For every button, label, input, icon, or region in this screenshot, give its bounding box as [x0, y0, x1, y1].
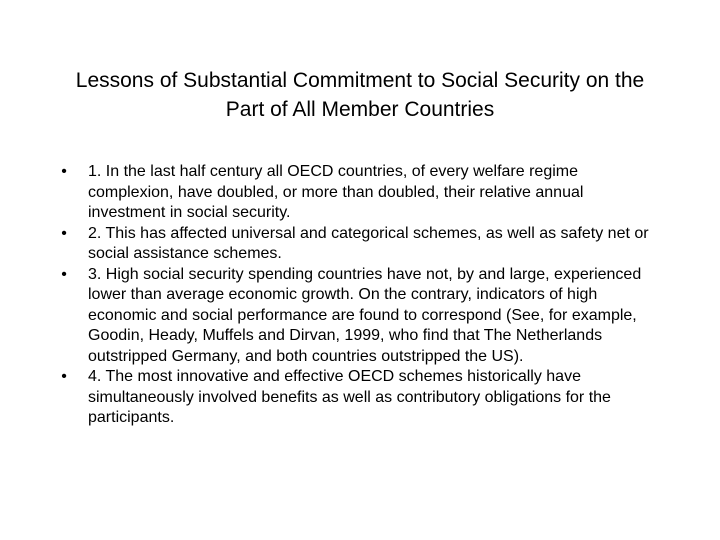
bullet-icon: • [61, 224, 67, 242]
bullet-text: 3. High social security spending countries have not, by and large, experienced lower than average economic growth. On the contrary, indicators of high economic and social performance are found to correspond (See, for example, Goodin, Heady, Muffels and Dirvan, 1999, who find that The Netherlands outstripped Germany, and both countries outstripped the US). [88, 265, 642, 365]
bullet-text: 1. In the last half century all OECD countries, of every welfare regime complexion, have doubled, or more than doubled, their relative annual investment in social security. [88, 163, 584, 221]
bullet-item [58, 265, 658, 368]
slide-title: Lessons of Substantial Commitment to Social Security on the Part of All Member Countries [75, 69, 645, 121]
bullet-item [58, 224, 658, 265]
bullet-icon: • [61, 265, 67, 283]
bullet-list [58, 162, 658, 429]
bullet-item [58, 162, 658, 224]
bullet-item [58, 367, 658, 429]
bullet-icon: • [61, 368, 67, 385]
bullet-text: 2. This has affected universal and categorical schemes, as well as safety net or social assistance schemes. [88, 224, 649, 262]
bullet-icon: • [61, 163, 67, 180]
bullet-text: 4. The most innovative and effective OECD schemes historically have simultaneously involved benefits as well as contributory obligations for the participants. [88, 368, 611, 426]
